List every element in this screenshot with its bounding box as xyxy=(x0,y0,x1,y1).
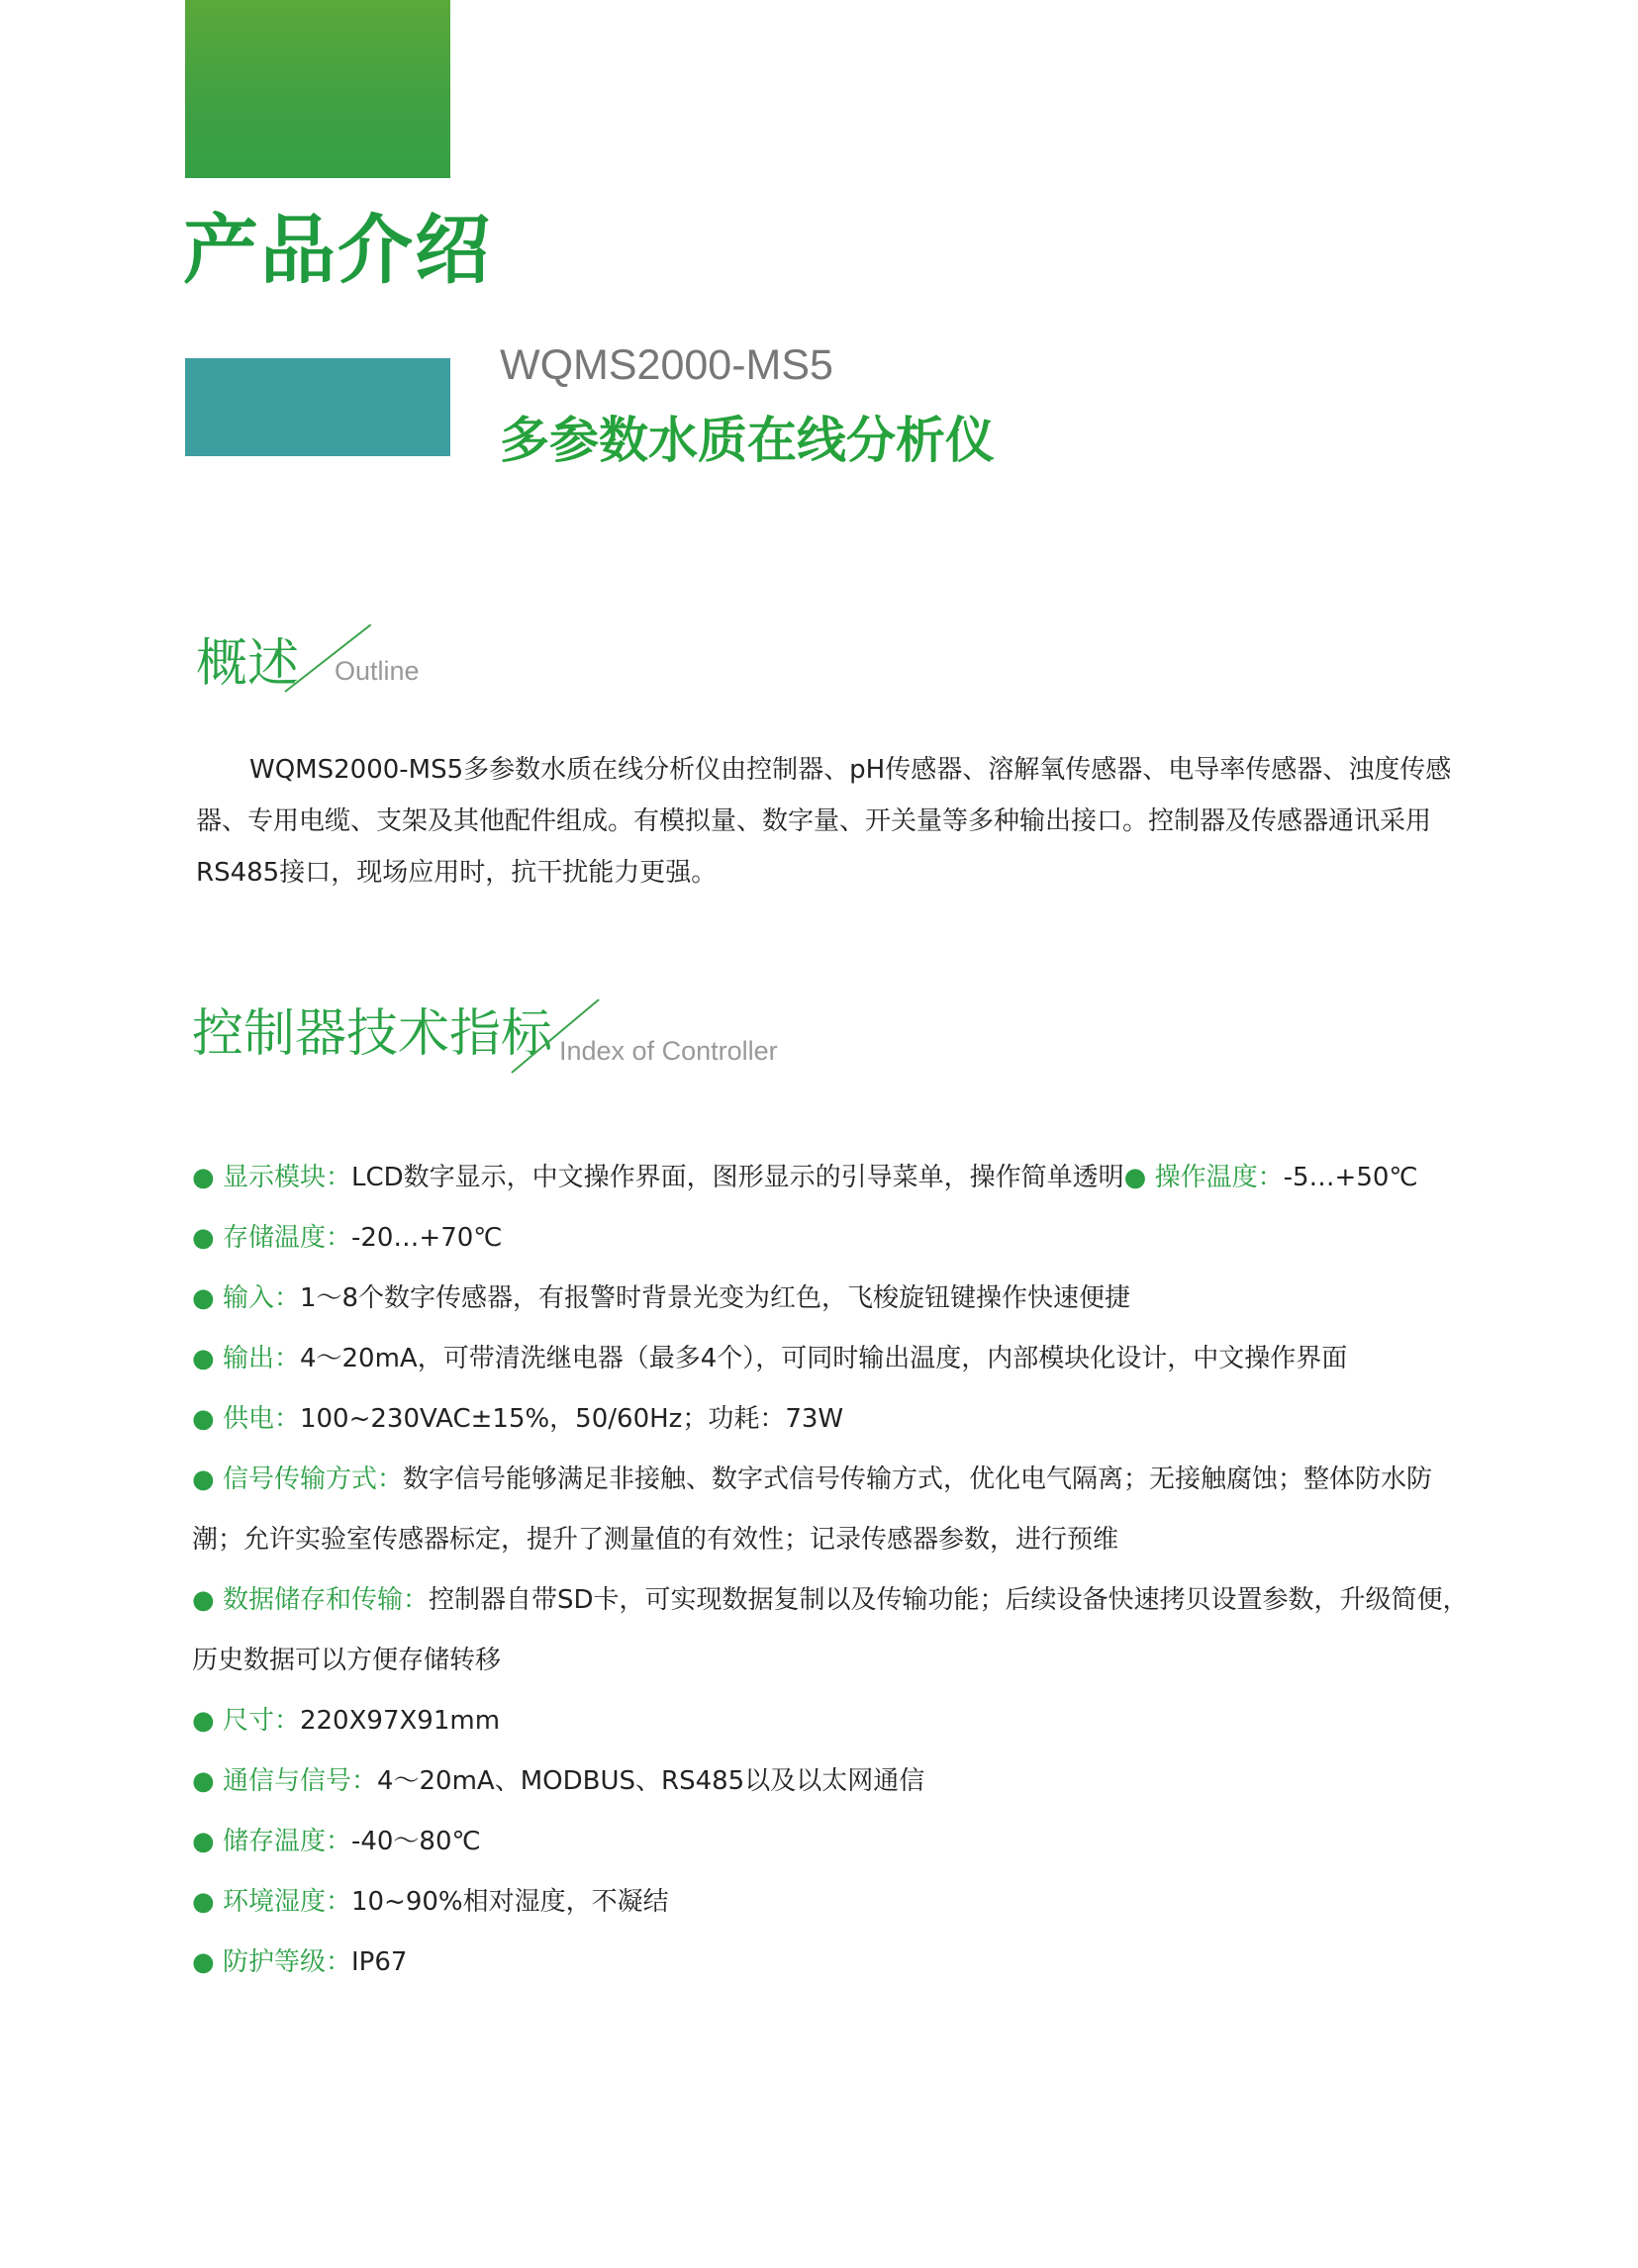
controller-subheading: Index of Controller xyxy=(559,1036,778,1066)
bullet-icon: ● xyxy=(192,1283,215,1313)
bullet-icon: ● xyxy=(192,1947,215,1977)
bullet-icon: ● xyxy=(192,1344,215,1373)
outline-subheading: Outline xyxy=(335,656,420,686)
spec-label: 通信与信号： xyxy=(222,1766,377,1796)
bullet-icon: ● xyxy=(192,1887,215,1917)
spec-value: IP67 xyxy=(350,1947,408,1977)
outline-heading: 概述 xyxy=(196,634,300,694)
spec-value: 100~230VAC±15%，50/60Hz；功耗：73W xyxy=(299,1404,844,1434)
spec-label: 操作温度： xyxy=(1154,1163,1284,1192)
bullet-icon: ● xyxy=(192,1404,215,1434)
spec-value: -5…+50℃ xyxy=(1283,1163,1418,1192)
spec-label: 输入： xyxy=(222,1283,300,1313)
spec-label: 输出： xyxy=(222,1344,300,1373)
spec-value: 4～20mA，可带清洗继电器（最多4个），可同时输出温度，内部模块化设计，中文操作界面 xyxy=(299,1344,1348,1373)
spec-label: 尺寸： xyxy=(222,1706,300,1736)
spec-value: 220X97X91mm xyxy=(299,1706,501,1736)
spec-value: 4～20mA、MODBUS、RS485以及以太网通信 xyxy=(376,1766,925,1796)
spec-value: -40～80℃ xyxy=(350,1827,481,1856)
spec-label: 储存温度： xyxy=(222,1827,351,1856)
bullet-icon: ● xyxy=(192,1706,215,1736)
spec-line xyxy=(192,1887,1469,1917)
product-model: WQMS2000-MS5 xyxy=(500,341,833,389)
spec-label: 存储温度： xyxy=(222,1223,351,1253)
spec-value: LCD数字显示，中文操作界面，图形显示的引导菜单，操作简单透明 xyxy=(350,1163,1124,1192)
spec-line xyxy=(192,1223,1469,1253)
page-title: 产品介绍 xyxy=(183,206,492,294)
bullet-icon: ● xyxy=(192,1766,215,1796)
spec-line xyxy=(192,1570,1469,1691)
spec-line xyxy=(192,1450,1469,1570)
spec-value: 控制器自带SD卡，可实现数据复制以及传输功能；后续设备快速拷贝设置参数，升级简便，历史数据可以方便存储转移 xyxy=(192,1585,1469,1675)
bullet-icon: ● xyxy=(192,1585,215,1615)
bullet-icon: ● xyxy=(192,1465,215,1494)
spec-line xyxy=(192,1344,1469,1373)
teal-decor-block xyxy=(185,358,450,456)
spec-label: 环境湿度： xyxy=(222,1887,351,1917)
spec-label: 防护等级： xyxy=(222,1947,351,1977)
bullet-icon: ● xyxy=(1123,1163,1147,1192)
spec-line xyxy=(192,1404,1469,1434)
product-name: 多参数水质在线分析仪 xyxy=(500,412,995,469)
bullet-icon: ● xyxy=(192,1223,215,1253)
spec-label: 供电： xyxy=(222,1404,300,1434)
bullet-icon: ● xyxy=(192,1827,215,1856)
spec-line xyxy=(192,1947,1469,1977)
green-decor-block xyxy=(185,0,450,178)
spec-label: 数据储存和传输： xyxy=(222,1585,429,1615)
spec-line xyxy=(192,1827,1469,1856)
spec-value: 10~90%相对湿度，不凝结 xyxy=(350,1887,669,1917)
spec-value: -20…+70℃ xyxy=(350,1223,503,1253)
spec-label: 显示模块： xyxy=(222,1163,351,1192)
spec-value: 数字信号能够满足非接触、数字式信号传输方式，优化电气隔离；无接触腐蚀；整体防水防潮；允许实验室传感器标定，提升了测量值的有效性；记录传感器参数，进行预维 xyxy=(192,1465,1432,1555)
spec-label: 信号传输方式： xyxy=(222,1465,403,1494)
outline-text: WQMS2000-MS5多参数水质在线分析仪由控制器、pH传感器、溶解氧传感器、电导率传感器、浊度传感器、专用电缆、支架及其他配件组成。有模拟量、数字量、开关量等多种输出接口。控制器及传感器通讯采用RS485接口，现场应用时，抗干扰能力更强。 xyxy=(196,755,1452,888)
bullet-icon: ● xyxy=(192,1163,215,1192)
spec-line xyxy=(192,1163,1469,1192)
spec-line xyxy=(192,1766,1469,1796)
spec-line xyxy=(192,1706,1469,1736)
controller-heading: 控制器技术指标 xyxy=(192,1004,553,1064)
spec-value: 1～8个数字传感器，有报警时背景光变为红色，飞梭旋钮键操作快速便捷 xyxy=(299,1283,1131,1313)
spec-line xyxy=(192,1283,1469,1313)
